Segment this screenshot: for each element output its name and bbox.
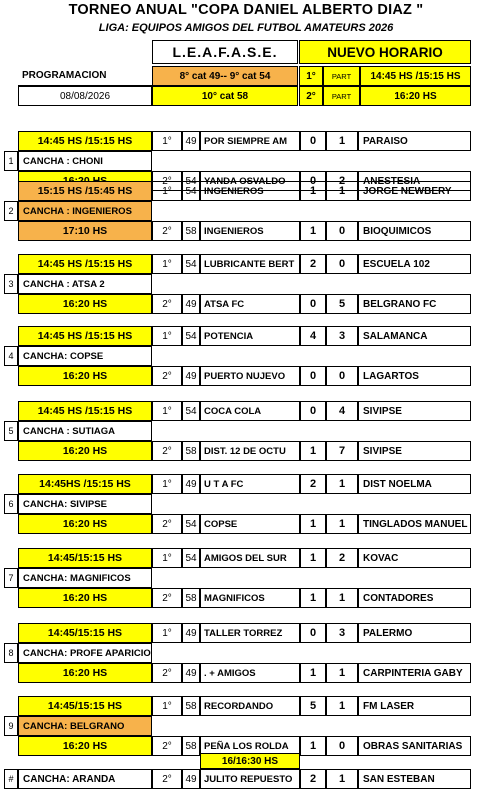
- home-score: 0: [300, 171, 326, 191]
- away-score: 3: [326, 326, 358, 346]
- cancha-label: CANCHA: PROFE APARICIO: [18, 643, 152, 663]
- away-score: 7: [326, 441, 358, 461]
- category: 58: [182, 588, 200, 608]
- start-time: 14:45/15:15 HS: [18, 548, 152, 568]
- away-score: 3: [326, 623, 358, 643]
- second-time: 16:20 HS: [18, 294, 152, 314]
- away-team: JORGE NEWBERY: [358, 181, 471, 201]
- nuevo-horario-label: NUEVO HORARIO: [299, 40, 471, 64]
- home-score: 1: [300, 441, 326, 461]
- match-number: #: [4, 769, 18, 789]
- away-score: 1: [326, 181, 358, 201]
- game-order: 1°: [152, 696, 182, 716]
- game-order: 2°: [152, 588, 182, 608]
- programacion-label: PROGRAMACION: [18, 66, 152, 86]
- category: 54: [182, 401, 200, 421]
- league-subtitle: LIGA: EQUIPOS AMIGOS DEL FUTBOL AMATEURS 2026: [98, 22, 394, 34]
- match-number: 7: [4, 568, 18, 588]
- slot2-part: PART: [323, 86, 360, 106]
- home-score: 0: [300, 401, 326, 421]
- start-time: 14:45HS /15:15 HS: [18, 474, 152, 494]
- home-score: 0: [300, 131, 326, 151]
- away-team: SIVIPSE: [358, 401, 471, 421]
- home-team: ATSA FC: [200, 294, 300, 314]
- home-team: TALLER TORREZ: [200, 623, 300, 643]
- away-score: 1: [326, 696, 358, 716]
- category: 54: [182, 514, 200, 534]
- category: 49: [182, 623, 200, 643]
- away-team: ESCUELA 102: [358, 254, 471, 274]
- categories-line-1: 8° cat 49-- 9° cat 54: [152, 66, 298, 86]
- category: 49: [182, 474, 200, 494]
- away-team: BIOQUIMICOS: [358, 221, 471, 241]
- home-team: INGENIEROS: [200, 221, 300, 241]
- start-time: 14:45 HS /15:15 HS: [18, 131, 152, 151]
- start-time: 14:45 HS /15:15 HS: [18, 254, 152, 274]
- category: 54: [182, 181, 200, 201]
- home-team: AMIGOS DEL SUR: [200, 548, 300, 568]
- cancha-label: CANCHA: MAGNIFICOS: [18, 568, 152, 588]
- away-team: OBRAS SANITARIAS: [358, 736, 471, 756]
- slot2-order: 2°: [299, 86, 323, 106]
- game-order: 2°: [152, 441, 182, 461]
- away-score: 5: [326, 294, 358, 314]
- game-order: 2°: [152, 736, 182, 756]
- start-time: 14:45/15:15 HS: [18, 623, 152, 643]
- second-time: 16:20 HS: [18, 514, 152, 534]
- date: 08/08/2026: [18, 86, 152, 106]
- match-number: 8: [4, 643, 18, 663]
- home-score: 1: [300, 588, 326, 608]
- game-order: 1°: [152, 181, 182, 201]
- match-number: 3: [4, 274, 18, 294]
- home-team: COPSE: [200, 514, 300, 534]
- away-team: KOVAC: [358, 548, 471, 568]
- start-time: 14:45/15:15 HS: [18, 696, 152, 716]
- page-title: TORNEO ANUAL "COPA DANIEL ALBERTO DIAZ ": [68, 2, 424, 18]
- game-order: 1°: [152, 401, 182, 421]
- game-order: 1°: [152, 131, 182, 151]
- away-score: 0: [326, 366, 358, 386]
- away-score: 0: [326, 221, 358, 241]
- away-team: BELGRANO FC: [358, 294, 471, 314]
- home-score: 0: [300, 294, 326, 314]
- match-number: 9: [4, 716, 18, 736]
- home-score: 1: [300, 548, 326, 568]
- home-team: MAGNIFICOS: [200, 588, 300, 608]
- away-team: FM LASER: [358, 696, 471, 716]
- home-score: 1: [300, 181, 326, 201]
- match-number: 2: [4, 201, 18, 221]
- away-score: 0: [326, 254, 358, 274]
- cancha-label: CANCHA : CHONI: [18, 151, 152, 171]
- home-score: 5: [300, 696, 326, 716]
- away-team: SALAMANCA: [358, 326, 471, 346]
- second-time: 16:20 HS: [18, 663, 152, 683]
- home-team: POR SIEMPRE AM: [200, 131, 300, 151]
- extra-time: 16/16:30 HS: [200, 753, 300, 769]
- away-team: SIVIPSE: [358, 441, 471, 461]
- home-team: LUBRICANTE BERT: [200, 254, 300, 274]
- home-score: 0: [300, 623, 326, 643]
- second-time: 16:20 HS: [18, 366, 152, 386]
- away-score: 1: [326, 131, 358, 151]
- second-time: 16:20 HS: [18, 588, 152, 608]
- category: 54: [182, 548, 200, 568]
- home-score: 2: [300, 769, 326, 789]
- game-order: 1°: [152, 474, 182, 494]
- category: 54: [182, 254, 200, 274]
- away-score: 0: [326, 736, 358, 756]
- away-team: DIST NOELMA: [358, 474, 471, 494]
- categories-line-2: 10° cat 58: [152, 86, 298, 106]
- cancha-label: CANCHA: COPSE: [18, 346, 152, 366]
- home-score: 1: [300, 663, 326, 683]
- away-score: 1: [326, 769, 358, 789]
- game-order: 2°: [152, 294, 182, 314]
- category: 58: [182, 221, 200, 241]
- home-score: 2: [300, 474, 326, 494]
- home-team: POTENCIA: [200, 326, 300, 346]
- away-team: TINGLADOS MANUEL: [358, 514, 471, 534]
- home-team: U T A FC: [200, 474, 300, 494]
- away-team: ANESTESIA: [358, 171, 471, 191]
- home-team: YANDA OSVALDO: [200, 171, 300, 191]
- away-team: SAN ESTEBAN: [358, 769, 471, 789]
- home-score: 4: [300, 326, 326, 346]
- category: 49: [182, 663, 200, 683]
- cancha-label: CANCHA: SIVIPSE: [18, 494, 152, 514]
- away-score: 1: [326, 663, 358, 683]
- game-order: 1°: [152, 326, 182, 346]
- away-team: CONTADORES: [358, 588, 471, 608]
- home-team: DIST. 12 DE OCTU: [200, 441, 300, 461]
- home-team: INGENIEROS: [200, 181, 300, 201]
- home-score: 0: [300, 366, 326, 386]
- second-time: 16:20 HS: [18, 441, 152, 461]
- start-time: 14:45 HS /15:15 HS: [18, 326, 152, 346]
- game-order: 1°: [152, 623, 182, 643]
- cancha-label: CANCHA : ATSA 2: [18, 274, 152, 294]
- home-team: COCA COLA: [200, 401, 300, 421]
- away-score: 4: [326, 401, 358, 421]
- home-team: RECORDANDO: [200, 696, 300, 716]
- game-order: 1°: [152, 548, 182, 568]
- away-score: 2: [326, 548, 358, 568]
- start-time: 15:15 HS /15:45 HS: [18, 181, 152, 201]
- start-time: 14:45 HS /15:15 HS: [18, 401, 152, 421]
- second-time: 17:10 HS: [18, 221, 152, 241]
- category: 49: [182, 131, 200, 151]
- away-team: LAGARTOS: [358, 366, 471, 386]
- away-team: PARAISO: [358, 131, 471, 151]
- game-order: 2°: [152, 514, 182, 534]
- match-number: 6: [4, 494, 18, 514]
- away-score: 1: [326, 474, 358, 494]
- slot2-time: 16:20 HS: [360, 86, 471, 106]
- home-team: PUERTO NUJEVO: [200, 366, 300, 386]
- slot1-time: 14:45 HS /15:15 HS: [360, 66, 471, 86]
- home-score: 1: [300, 736, 326, 756]
- slot1-order: 1°: [299, 66, 323, 86]
- category: 58: [182, 696, 200, 716]
- category: 58: [182, 441, 200, 461]
- home-score: 1: [300, 221, 326, 241]
- cancha-label: CANCHA : SUTIAGA: [18, 421, 152, 441]
- cancha-label: CANCHA: ARANDA: [18, 769, 152, 789]
- match-number: 5: [4, 421, 18, 441]
- away-team: PALERMO: [358, 623, 471, 643]
- away-score: 1: [326, 514, 358, 534]
- home-team: PEÑA LOS ROLDA: [200, 736, 300, 756]
- category: 49: [182, 769, 200, 789]
- category: 54: [182, 326, 200, 346]
- second-time: 16:20 HS: [18, 736, 152, 756]
- game-order: 2°: [152, 221, 182, 241]
- slot1-part: PART: [323, 66, 360, 86]
- game-order: 2°: [152, 171, 182, 191]
- category: 54: [182, 171, 200, 191]
- away-score: 2: [326, 171, 358, 191]
- cancha-label: CANCHA : INGENIEROS: [18, 201, 152, 221]
- cancha-label: CANCHA: BELGRANO: [18, 716, 152, 736]
- home-team: . + AMIGOS: [200, 663, 300, 683]
- home-team: JULITO REPUESTO: [200, 769, 300, 789]
- home-score: 2: [300, 254, 326, 274]
- match-number: 1: [4, 151, 18, 171]
- match-number: 4: [4, 346, 18, 366]
- game-order: 2°: [152, 366, 182, 386]
- home-score: 1: [300, 514, 326, 534]
- away-score: 1: [326, 588, 358, 608]
- game-order: 2°: [152, 769, 182, 789]
- game-order: 2°: [152, 663, 182, 683]
- category: 49: [182, 294, 200, 314]
- category: 49: [182, 366, 200, 386]
- league-name: L.E.A.F.A.S.E.: [152, 40, 298, 64]
- game-order: 1°: [152, 254, 182, 274]
- away-team: CARPINTERIA GABY: [358, 663, 471, 683]
- category: 58: [182, 736, 200, 756]
